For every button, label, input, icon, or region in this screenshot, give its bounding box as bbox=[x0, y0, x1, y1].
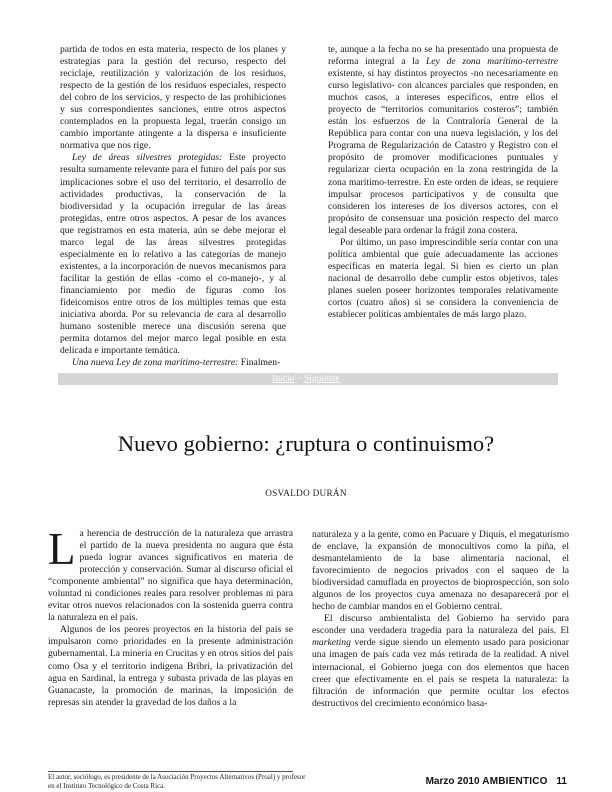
paragraph: Ley de áreas silvestres protegidas: Este proyecto resulta sumamente relevante para el futuro del país por sus implicaciones sobre el uso del territorio, el desarrollo de actividades productivas, la conservación de la biodiversidad y la ocupación irregular de las áreas protegidas, entre otros aspectos. A pesar de los avances que registramos en esta materia, aún se debe mejorar el marco legal de las áreas silvestres protegidas especialmente en lo relativo a las categorías de manejo existentes, a la incorporación de nuevos mecanismos para facilitar la gestión de ellas -como el co-manejo-, y al financiamiento por medio de figuras como los fideicomisos entre otros de los múltiples temas que esta iniciativa aborda. Por su relevancia de cara al desarrollo humano sostenible merece una discusión serena que permita dotarnos del mejor marco legal posible en esta delicada e importante temática. bbox=[60, 152, 286, 357]
nav-link-siguiente[interactable]: Siguiente bbox=[303, 374, 340, 384]
nav-separator: – bbox=[294, 374, 304, 384]
article-title: Nuevo gobierno: ¿ruptura o continuismo? bbox=[117, 431, 495, 456]
drop-cap: L bbox=[48, 524, 76, 574]
bottom-left-column bbox=[48, 524, 293, 709]
paragraph: Algunos de los peores proyectos en la historia del país se impulsaron como prioridades en la presente administración gubernamental. La minería en Crucitas y en otros sitios del país como Osa y el territorio indígena Bribri, la privatización del agua en Sardinal, la entrega y subasta privada de las playas en Guanacaste, la promoción de marinas, la imposición de represas sin atender la gravedad de los daños a la bbox=[48, 624, 293, 708]
paragraph: naturaleza y a la gente, como en Pacuare y Diquís, el megaturismo de enclave, la expansión de monocultivos como la piña, el desmantelamiento de la base alimentaria nacional, el favorecimiento de negocios privados con el saqueo de la biodiversidad camuflada en proyectos de bioprospección, son solo algunos de los proyectos cuya amenaza no desaparecerá por el hecho de cambiar mandos en el Gobierno central. bbox=[312, 529, 569, 613]
author-footnote: El autor, sociólogo, es presidente de la Asociación Proyectos Alternativos (Proal) y profesor en el Instituto Tecnológico de Costa Rica. bbox=[48, 773, 306, 790]
page-number: 11 bbox=[556, 776, 567, 787]
article-author: OSVALDO DURÁN bbox=[265, 488, 347, 498]
top-right-column bbox=[328, 44, 558, 321]
magazine-name: AMBIENTICO bbox=[482, 776, 548, 787]
paragraph-lead: Una nueva Ley de zona marítimo-terrestre: bbox=[72, 357, 239, 369]
page-footer bbox=[426, 776, 567, 787]
nav-link-inicio[interactable]: Inicio bbox=[272, 374, 295, 384]
issue-date: Marzo 2010 bbox=[425, 776, 480, 787]
paragraph: Por último, un paso imprescindible sería contar con una política ambiental que guíe adecuadamente las acciones específicas en materia legal. Si bien es cierto un plan nacional de desarrollo debe cumplir estos objetivos, tales planes suelen poseer horizontes temporales relativamente cortos (cuatro años) si se considera la conveniencia de establecer políticas ambientales de más largo plazo. bbox=[328, 236, 558, 321]
paragraph: La herencia de destrucción de la naturaleza que arrastra el partido de la nueva presidenta no augura que ésta pueda lograr avances significativos en materia de protección y conservación. Sumar al discurso oficial el “componente ambiental” no significa que haya determinación, voluntad ni condiciones reales para resolver problemas ni para evitar otros nuevos relacionados con la sostenida guerra contra la naturaleza en el país. bbox=[48, 524, 293, 624]
top-left-column bbox=[60, 44, 286, 369]
paragraph: El discurso ambientalista del Gobierno ha servido para esconder una verdadera tragedia para la naturaleza del país. El marketing verde sigue siendo un elemento usado para posicionar una imagen de país cada vez más retirada de la realidad. A nivel internacional, el Gobierno juega con dos elementos que hacen creer que efectivamente en el país se respeta la naturaleza: la filtración de información que permite ocultar los efectos destructivos del crecimiento económico basa- bbox=[312, 613, 569, 709]
paragraph: te, aunque a la fecha no se ha presentado una propuesta de reforma integral a la Ley de zona marítimo-terrestre existente, sí hay distintos proyectos -no necesariamente en curso legislativo- con alcances parciales que responden, en muchos casos, a intereses específicos, entre ellos el proyecto de “territorios comunitarios costeros”; también están los esfuerzos de la Contraloría General de la República para contar con una nueva legislación, y los del Programa de Regularización de Catastro y Registro con el propósito de promover modificaciones puntuales y regularizar cierta ocupación en la zona restringida de la zona marítimo-terrestre. En este orden de ideas, se requiere impulsar procesos participativos y de consulta que consideren los intereses de los diversos actores, con el propósito de consensuar una posición respecto del marco legal deseable para ordenar la frágil zona costera. bbox=[328, 44, 558, 236]
navigation-links bbox=[0, 373, 612, 385]
paragraph: partida de todos en esta materia, respecto de los planes y estrategias para la gestión del recurso, respecto del reciclaje, reutilización y valorización de los residuos, respecto de la gestión de los residuos especiales, respecto del cobro de los servicios, y respecto de las prohibiciones y sus correspondientes sanciones, entre otros aspectos contemplados en la propuesta legal, traerán consigo un cambio importante atingente a la dispersa e insuficiente normativa que nos rige. bbox=[60, 44, 286, 152]
footnote-divider bbox=[48, 771, 293, 772]
paragraph: Una nueva Ley de zona marítimo-terrestre: Finalmen- bbox=[72, 357, 281, 369]
bottom-right-column bbox=[312, 529, 569, 710]
paragraph-lead: Ley de áreas silvestres protegidas: bbox=[72, 152, 223, 164]
